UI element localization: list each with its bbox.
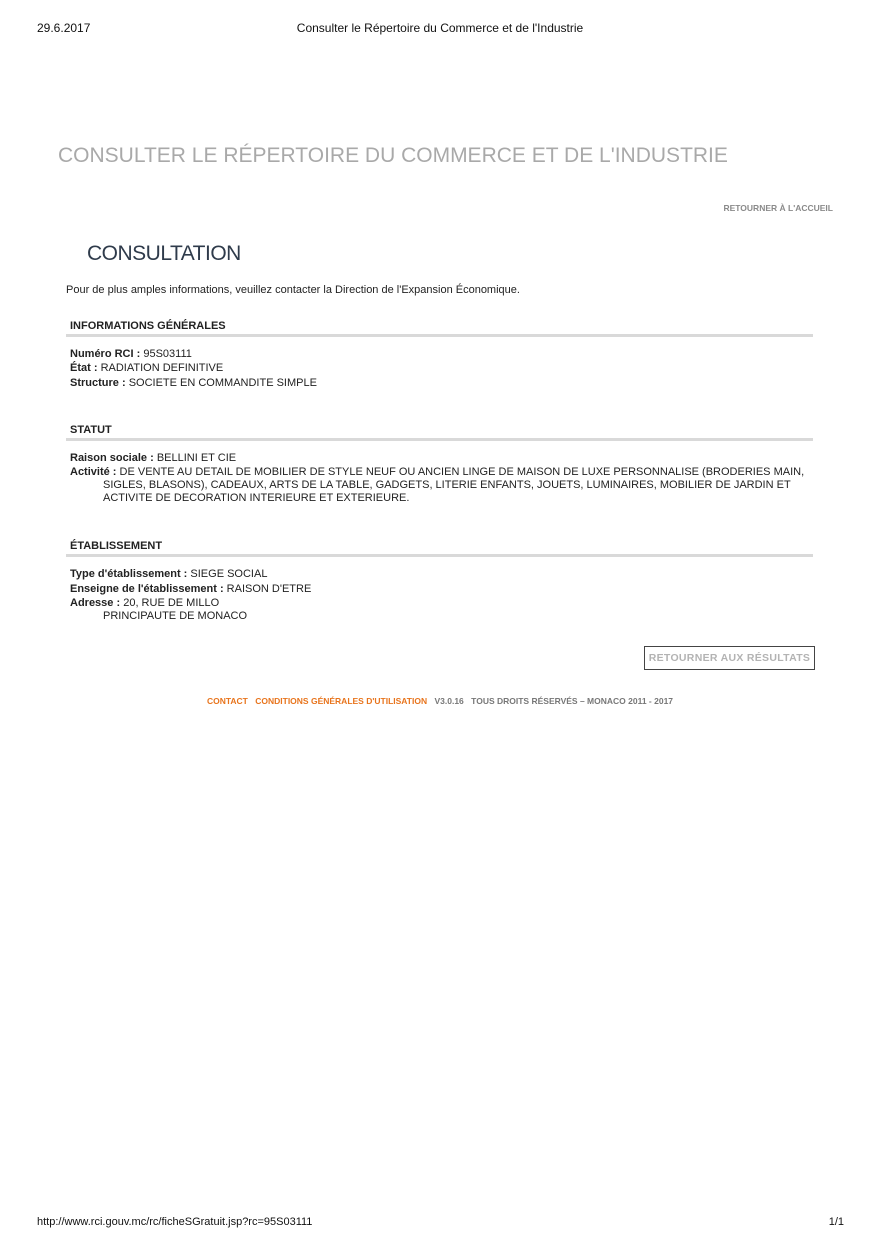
site-footer [0, 696, 880, 706]
home-link[interactable]: RETOURNER À L'ACCUEIL [723, 203, 833, 213]
section-divider [66, 554, 813, 557]
rights-text: TOUS DROITS RÉSERVÉS – MONACO 2011 - 2017 [471, 696, 674, 706]
raison-sociale-label: Raison sociale : [70, 452, 154, 464]
activite-field [70, 466, 812, 505]
page-title: CONSULTER LE RÉPERTOIRE DU COMMERCE ET DE L'INDUSTRIE [58, 144, 728, 167]
type-etablissement-field [70, 568, 267, 581]
etat-label: État : [70, 362, 98, 374]
raison-sociale-field [70, 452, 236, 465]
print-url: http://www.rci.gouv.mc/rc/ficheSGratuit.jsp?rc=95S03111 [37, 1216, 313, 1228]
print-page-number: 1/1 [828, 1216, 844, 1228]
contact-link[interactable]: CONTACT [206, 696, 248, 706]
activite-line: SIGLES, BLASONS), CADEAUX, ARTS DE LA TABLE, GADGETS, LITERIE ENFANTS, JOUETS, LUMINAIRES, MOBILIER DE JARDIN ET [103, 479, 791, 491]
etat-value: RADIATION DEFINITIVE [100, 362, 224, 374]
type-etablissement-value: SIEGE SOCIAL [190, 568, 268, 580]
activite-label: Activité : [70, 466, 117, 478]
type-etablissement-label: Type d'établissement : [70, 568, 188, 580]
activite-line: ACTIVITE DE DECORATION INTERIEURE ET EXTERIEURE. [103, 492, 410, 504]
cgu-link[interactable]: CONDITIONS GÉNÉRALES D'UTILISATION [255, 696, 428, 706]
adresse-field [70, 597, 247, 623]
print-title: Consulter le Répertoire du Commerce et de l'Industrie [296, 21, 584, 35]
version-text: V3.0.16 [434, 696, 464, 706]
enseigne-value: RAISON D'ETRE [226, 583, 312, 595]
statut-heading: STATUT [70, 424, 112, 436]
enseigne-field [70, 583, 311, 596]
etablissement-heading: ÉTABLISSEMENT [70, 540, 163, 552]
section-divider [66, 438, 813, 441]
intro-text: Pour de plus amples informations, veuillez contacter la Direction de l'Expansion Économique. [66, 284, 520, 296]
enseigne-label: Enseigne de l'établissement : [70, 583, 224, 595]
rci-field [70, 348, 192, 361]
adresse-line: 20, RUE DE MILLO [123, 597, 220, 609]
raison-sociale-value: BELLINI ET CIE [156, 452, 237, 464]
adresse-line: PRINCIPAUTE DE MONACO [103, 610, 248, 622]
general-info-heading: INFORMATIONS GÉNÉRALES [70, 320, 226, 332]
structure-field [70, 377, 317, 390]
activite-line: DE VENTE AU DETAIL DE MOBILIER DE STYLE NEUF OU ANCIEN LINGE DE MAISON DE LUXE PERSONNALISE (BRODERIES MAIN, [119, 466, 805, 478]
rci-value: 95S03111 [143, 348, 192, 360]
structure-label: Structure : [70, 377, 126, 389]
section-divider [66, 334, 813, 337]
structure-value: SOCIETE EN COMMANDITE SIMPLE [128, 377, 317, 389]
consultation-title: CONSULTATION [87, 242, 241, 265]
etat-field [70, 362, 223, 375]
adresse-label: Adresse : [70, 597, 121, 609]
rci-label: Numéro RCI : [70, 348, 141, 360]
back-to-results-button[interactable]: RETOURNER AUX RÉSULTATS [644, 646, 815, 670]
print-date: 29.6.2017 [37, 21, 91, 35]
